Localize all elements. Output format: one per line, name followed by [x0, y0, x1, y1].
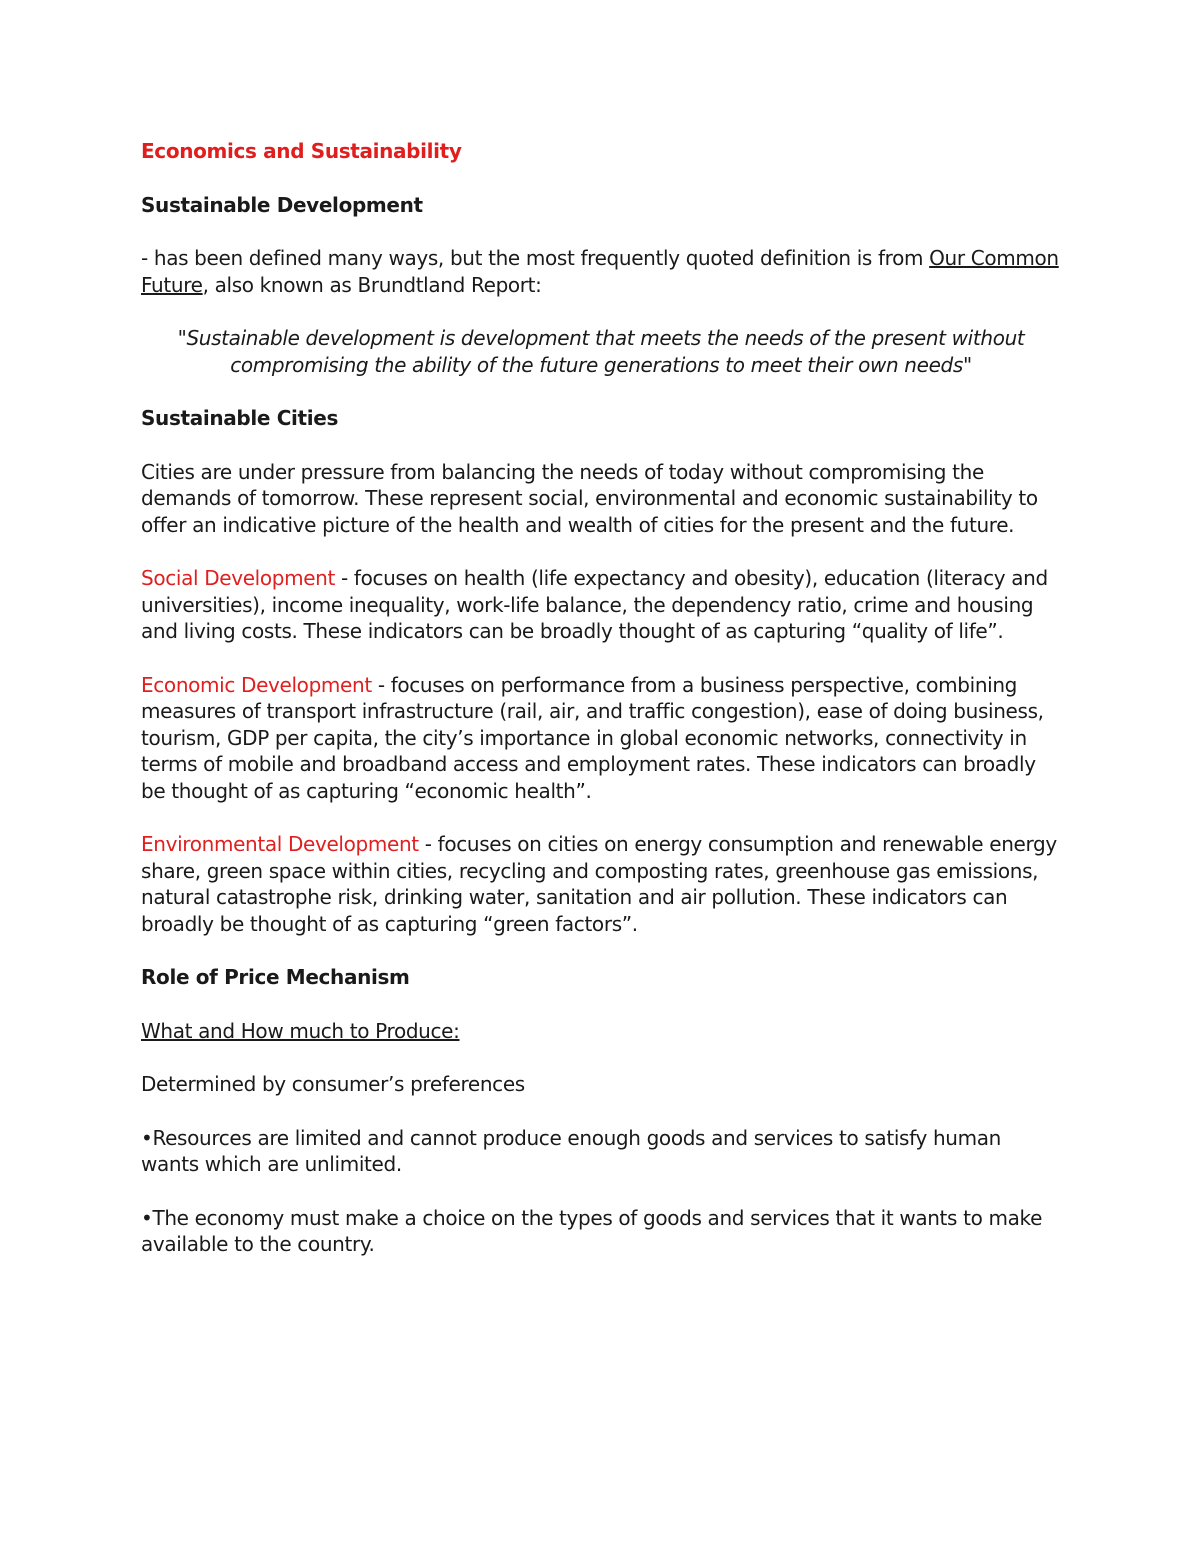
environmental-development-term: Environmental Development [141, 832, 419, 856]
bullet-item: •The economy must make a choice on the types of goods and services that it wants to make available to the country. [141, 1205, 1043, 1256]
economic-development-text: - focuses on performance from a business perspective, combining measures of transport infrastructure (rail, air, and traffic congestion), ease of doing business, tourism, GDP per capita, the city’s importance in global economic networks, connectivity in terms of mobile and broadband access and employment rates. These indicators can broadly be thought of as capturing “economic health”. [141, 672, 1044, 803]
determined-by-text: Determined by consumer’s preferences [141, 1072, 525, 1096]
social-development-term: Social Development [141, 566, 335, 590]
book-title-our-common-future: Our Common Future [141, 246, 1059, 297]
environmental-development-paragraph [141, 831, 1061, 937]
document-title: Economics and Sustainability [141, 139, 462, 163]
definition-text-after: , also known as Brundtland Report: [202, 272, 542, 297]
economic-development-term: Economic Development [141, 672, 372, 697]
brundtland-quote: "Sustainable development is development that meets the needs of the present without compromising the ability of the future generations to meet their own needs" [177, 326, 1025, 377]
social-development-text: - focuses on health (life expectancy and obesity), education (literacy and universities), income inequality, work-life balance, the dependency ratio, crime and housing and living costs. These indicators can be broadly thought of as capturing “quality of life”. [141, 566, 1048, 643]
section-heading-price-mechanism: Role of Price Mechanism [141, 965, 410, 989]
bullet-item: •Resources are limited and cannot produce enough goods and services to satisfy human wants which are unlimited. [141, 1125, 1001, 1176]
section-heading-sustainable-cities: Sustainable Cities [141, 406, 339, 430]
definition-text-before: - has been defined many ways, but the most frequently quoted definition is from [141, 246, 930, 270]
environmental-development-text: - focuses on cities on energy consumption and renewable energy share, green space within cities, recycling and composting rates, greenhouse gas emissions, natural catastrophe risk, drinking water, sanitation and air pollution. These indicators can broadly be thought of as capturing “green factors”. [141, 832, 1057, 936]
document-page [141, 138, 1061, 1258]
economic-development-paragraph [141, 672, 1061, 805]
social-development-paragraph [141, 565, 1061, 645]
section-heading-sustainable-development: Sustainable Development [141, 192, 423, 217]
cities-paragraph: Cities are under pressure from balancing the needs of today without compromising the demands of tomorrow. These represent social, environmental and economic sustainability to offer an indicative picture of the health and wealth of cities for the present and the future. [141, 459, 1038, 537]
definition-paragraph [141, 245, 1061, 298]
subheading-what-and-how-much: What and How much to Produce: [141, 1018, 460, 1043]
